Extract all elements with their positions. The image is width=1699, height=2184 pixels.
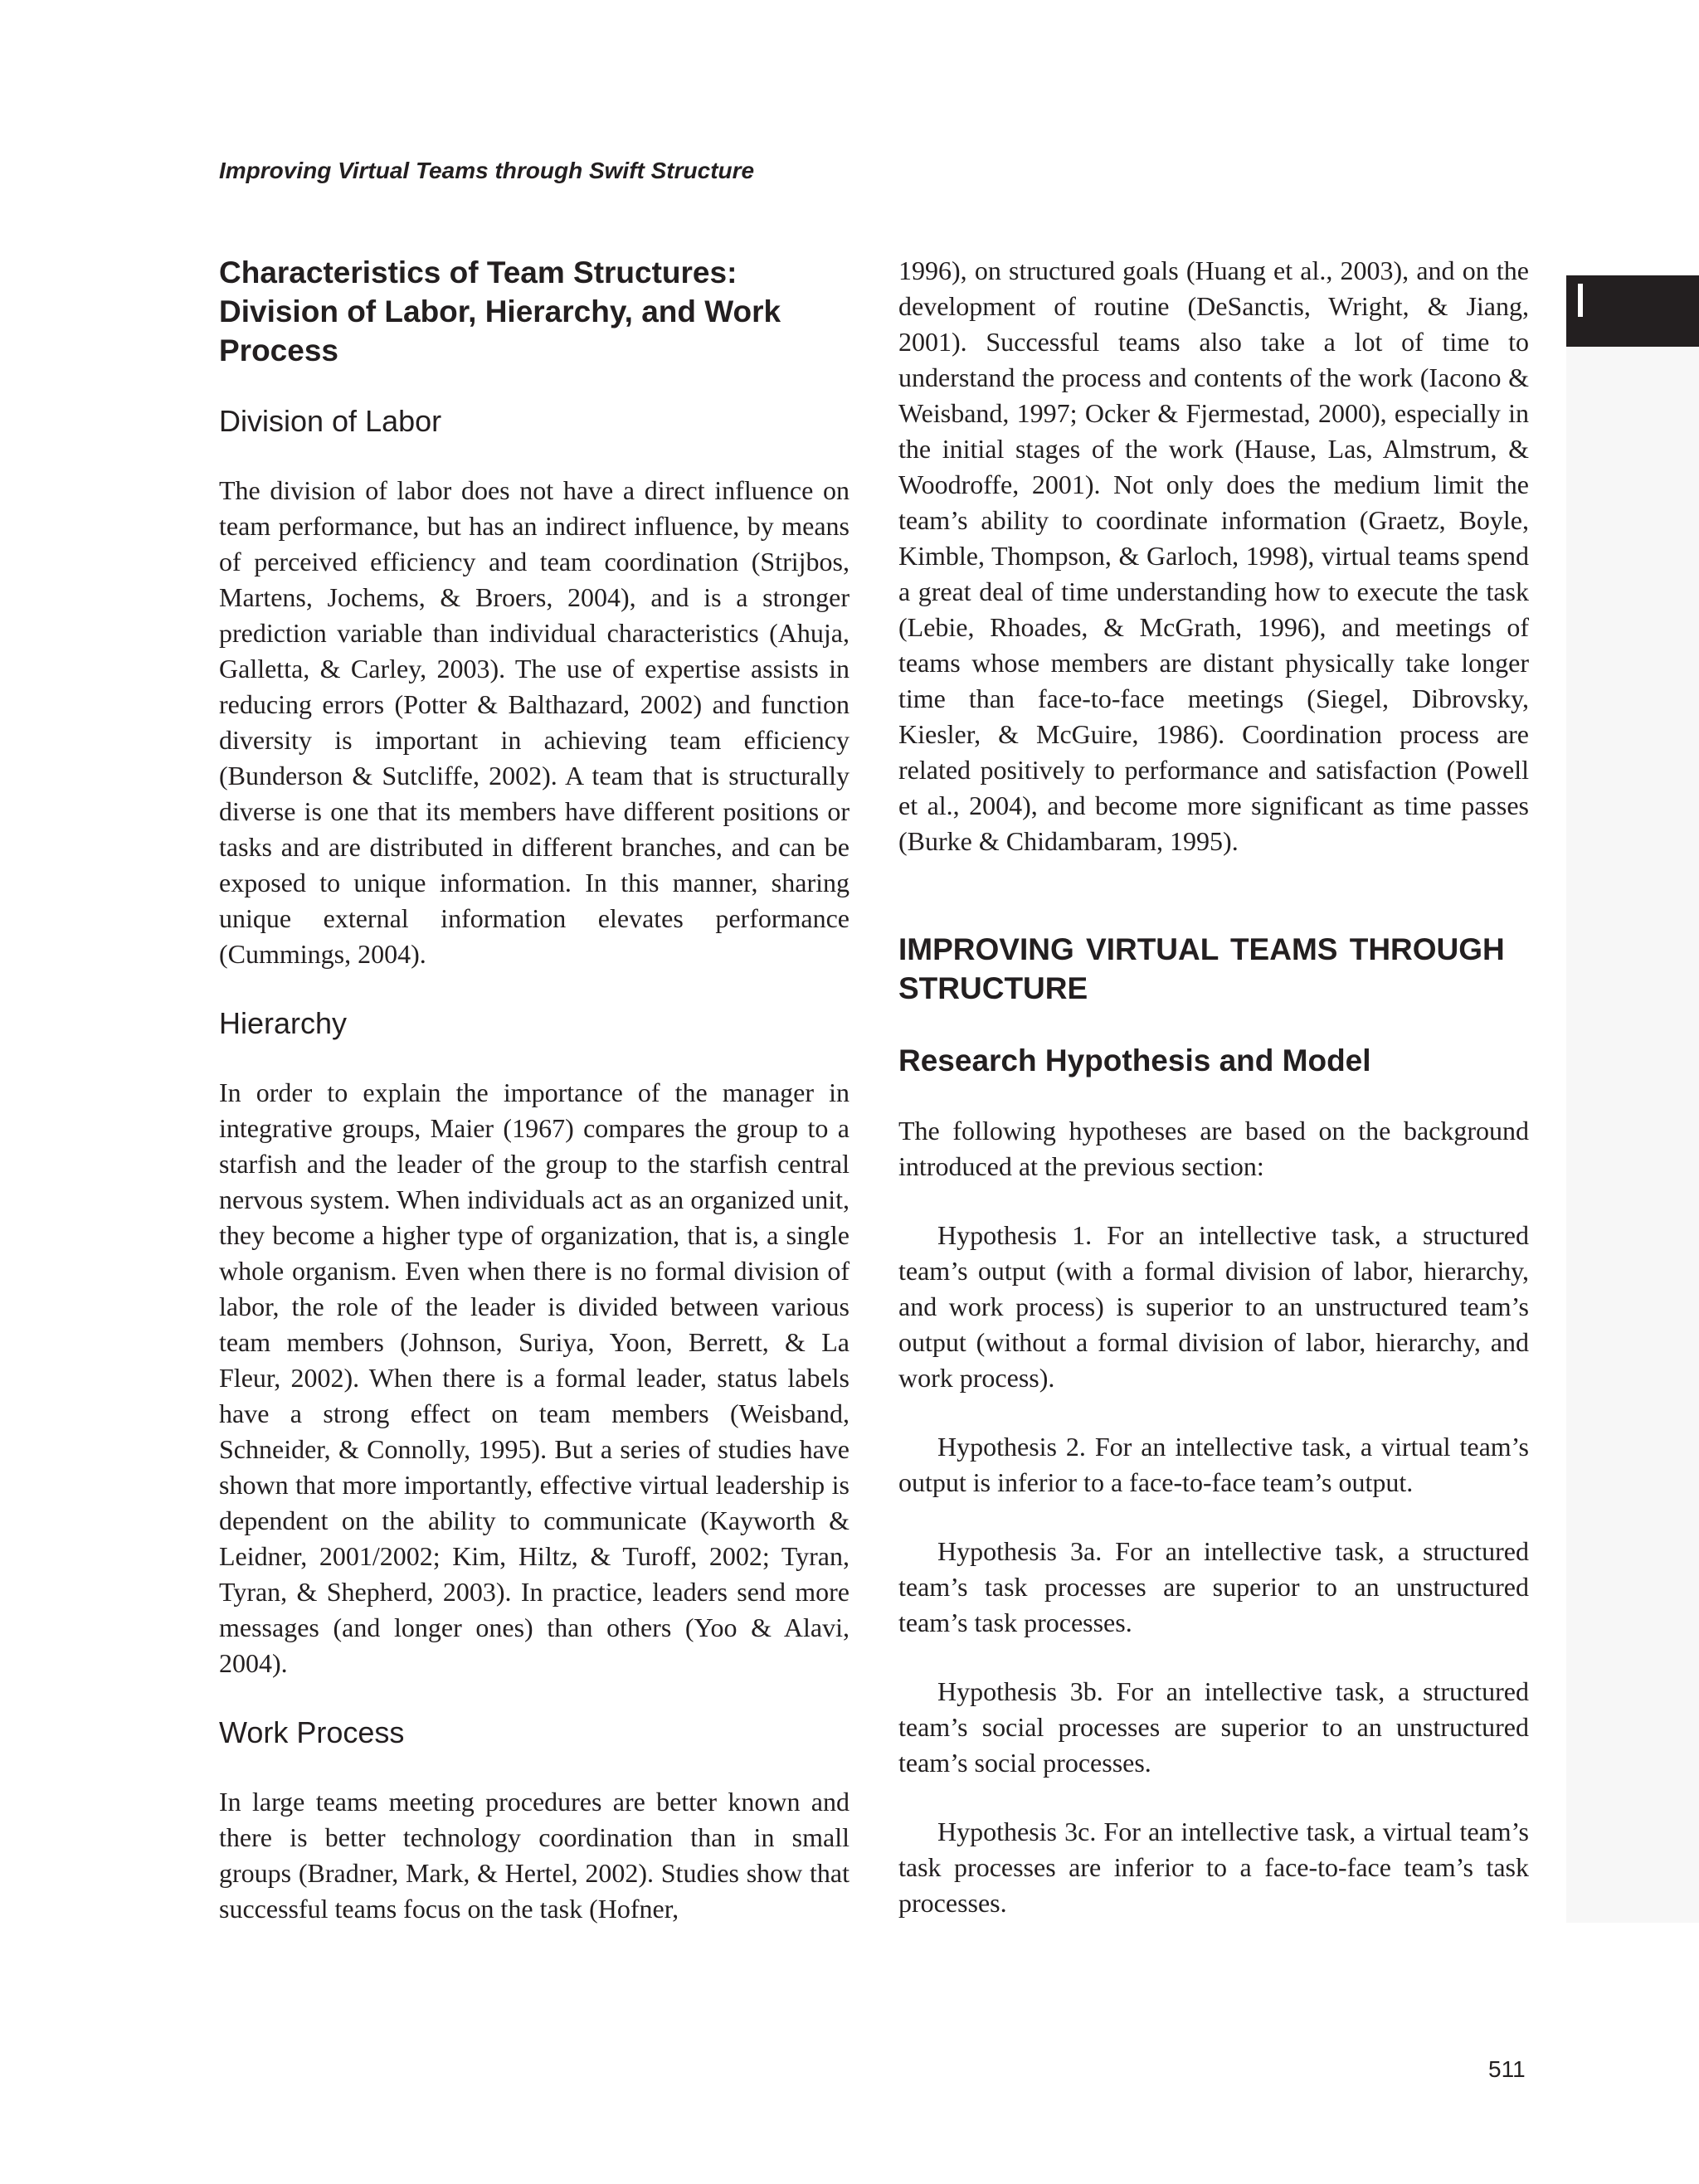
running-header: Improving Virtual Teams through Swift Structure	[219, 158, 755, 183]
division-of-labor-heading: Division of Labor	[219, 404, 442, 438]
hypothesis-3a: Hypothesis 3a. For an intellective task, a structured team’s task processes are superior to an unstructured team’s task processes.	[898, 1536, 1529, 1637]
hypothesis-1: Hypothesis 1. For an intellective task, a structured team’s output (with a formal division of labor, hierarchy, and work process) is superior to an unstructured team’s output (without a formal division of labor, hierarchy, and work process).	[898, 1220, 1529, 1393]
section-title: Characteristics of Team Structures: Division of Labor, Hierarchy, and Work Process	[219, 255, 781, 367]
hypothesis-3b: Hypothesis 3b. For an intellective task, a structured team’s social processes are superior to an unstructured team’s social processes.	[898, 1676, 1529, 1778]
division-of-labor-paragraph: The division of labor does not have a direct influence on team performance, but has an indirect influence, by means of perceived efficiency and team coordination (Strijbos, Martens, Jochems, & Broers, 2004), and is a stronger prediction variable than individual characteristics (Ahuja, Galletta, & Carley, 2003). The use of expertise assists in reducing errors (Potter & Balthazard, 2002) and function diversity is important in achieving team efficiency (Bunderson & Sutcliffe, 2002). A team that is structurally diverse is one that its members have different positions or tasks and are distributed in different branches, and can be exposed to unique information. In this manner, sharing unique external information elevates performance (Cummings, 2004).	[219, 475, 850, 969]
work-process-paragraph: In large teams meeting procedures are better known and there is better technology coordination than in small groups (Bradner, Mark, & Hertel, 2002). Studies show that successful teams focus on the task (Hofner,	[219, 1787, 850, 1924]
hypothesis-3c: Hypothesis 3c. For an intellective task, a virtual team’s task processes are inferior to a face-to-face team’s task processes.	[898, 1817, 1529, 1918]
thumb-tab-mark	[1578, 284, 1583, 317]
hypotheses-intro-paragraph: The following hypotheses are based on the background introduced at the previous section:	[898, 1116, 1529, 1181]
left-column	[219, 253, 850, 1960]
research-hypothesis-heading: Research Hypothesis and Model	[898, 1043, 1371, 1077]
page-number: 511	[1488, 2056, 1526, 2082]
right-column	[898, 253, 1529, 1954]
work-process-heading: Work Process	[219, 1715, 405, 1749]
continuation-paragraph: 1996), on structured goals (Huang et al., 2003), and on the development of routine (DeSanctis, Wright, & Jiang, 2001). Successful teams also take a lot of time to understand the process and contents of the work (Iacono & Weisband, 1997; Ocker & Fjermestad, 2000), especially in the initial stages of the work (Hause, Las, Almstrum, & Woodroffe, 2001). Not only does the medium limit the team’s ability to coordinate information (Graetz, Boyle, Kimble, Thompson, & Garloch, 1998), virtual teams spend a great deal of time understanding how to execute the task (Lebie, Rhoades, & McGrath, 1996), and meetings of teams whose members are distant physically take longer time than face-to-face meetings (Siegel, Dibrovsky, Kiesler, & McGuire, 1986). Coordination process are related positively to performance and satisfaction (Powell et al., 2004), and become more significant as time passes (Burke & Chidambaram, 1995).	[898, 255, 1529, 856]
thumb-strip	[1566, 347, 1699, 1923]
main-section-heading: IMPROVING VIRTUAL TEAMS THROUGH STRUCTURE	[898, 932, 1505, 1005]
hierarchy-heading: Hierarchy	[219, 1006, 348, 1040]
hypothesis-2: Hypothesis 2. For an intellective task, a virtual team’s output is inferior to a face-to-face team’s output.	[898, 1432, 1529, 1497]
hierarchy-paragraph: In order to explain the importance of the manager in integrative groups, Maier (1967) compares the group to a starfish and the leader of the group to the starfish central nervous system. When individuals act as an organized unit, they become a higher type of organization, that is, a single whole organism. Even when there is no formal division of labor, the role of the leader is divided between various team members (Johnson, Suriya, Yoon, Berrett, & La Fleur, 2002). When there is a formal leader, status labels have a strong effect on team members (Weisband, Schneider, & Connolly, 1995). But a series of studies have shown that more importantly, effective virtual leadership is dependent on the ability to communicate (Kayworth & Leidner, 2001/2002; Kim, Hiltz, & Turoff, 2002; Tyran, Tyran, & Shepherd, 2003). In practice, leaders send more messages (and longer ones) than others (Yoo & Alavi, 2004).	[219, 1077, 850, 1678]
thumb-tab	[1566, 275, 1699, 347]
